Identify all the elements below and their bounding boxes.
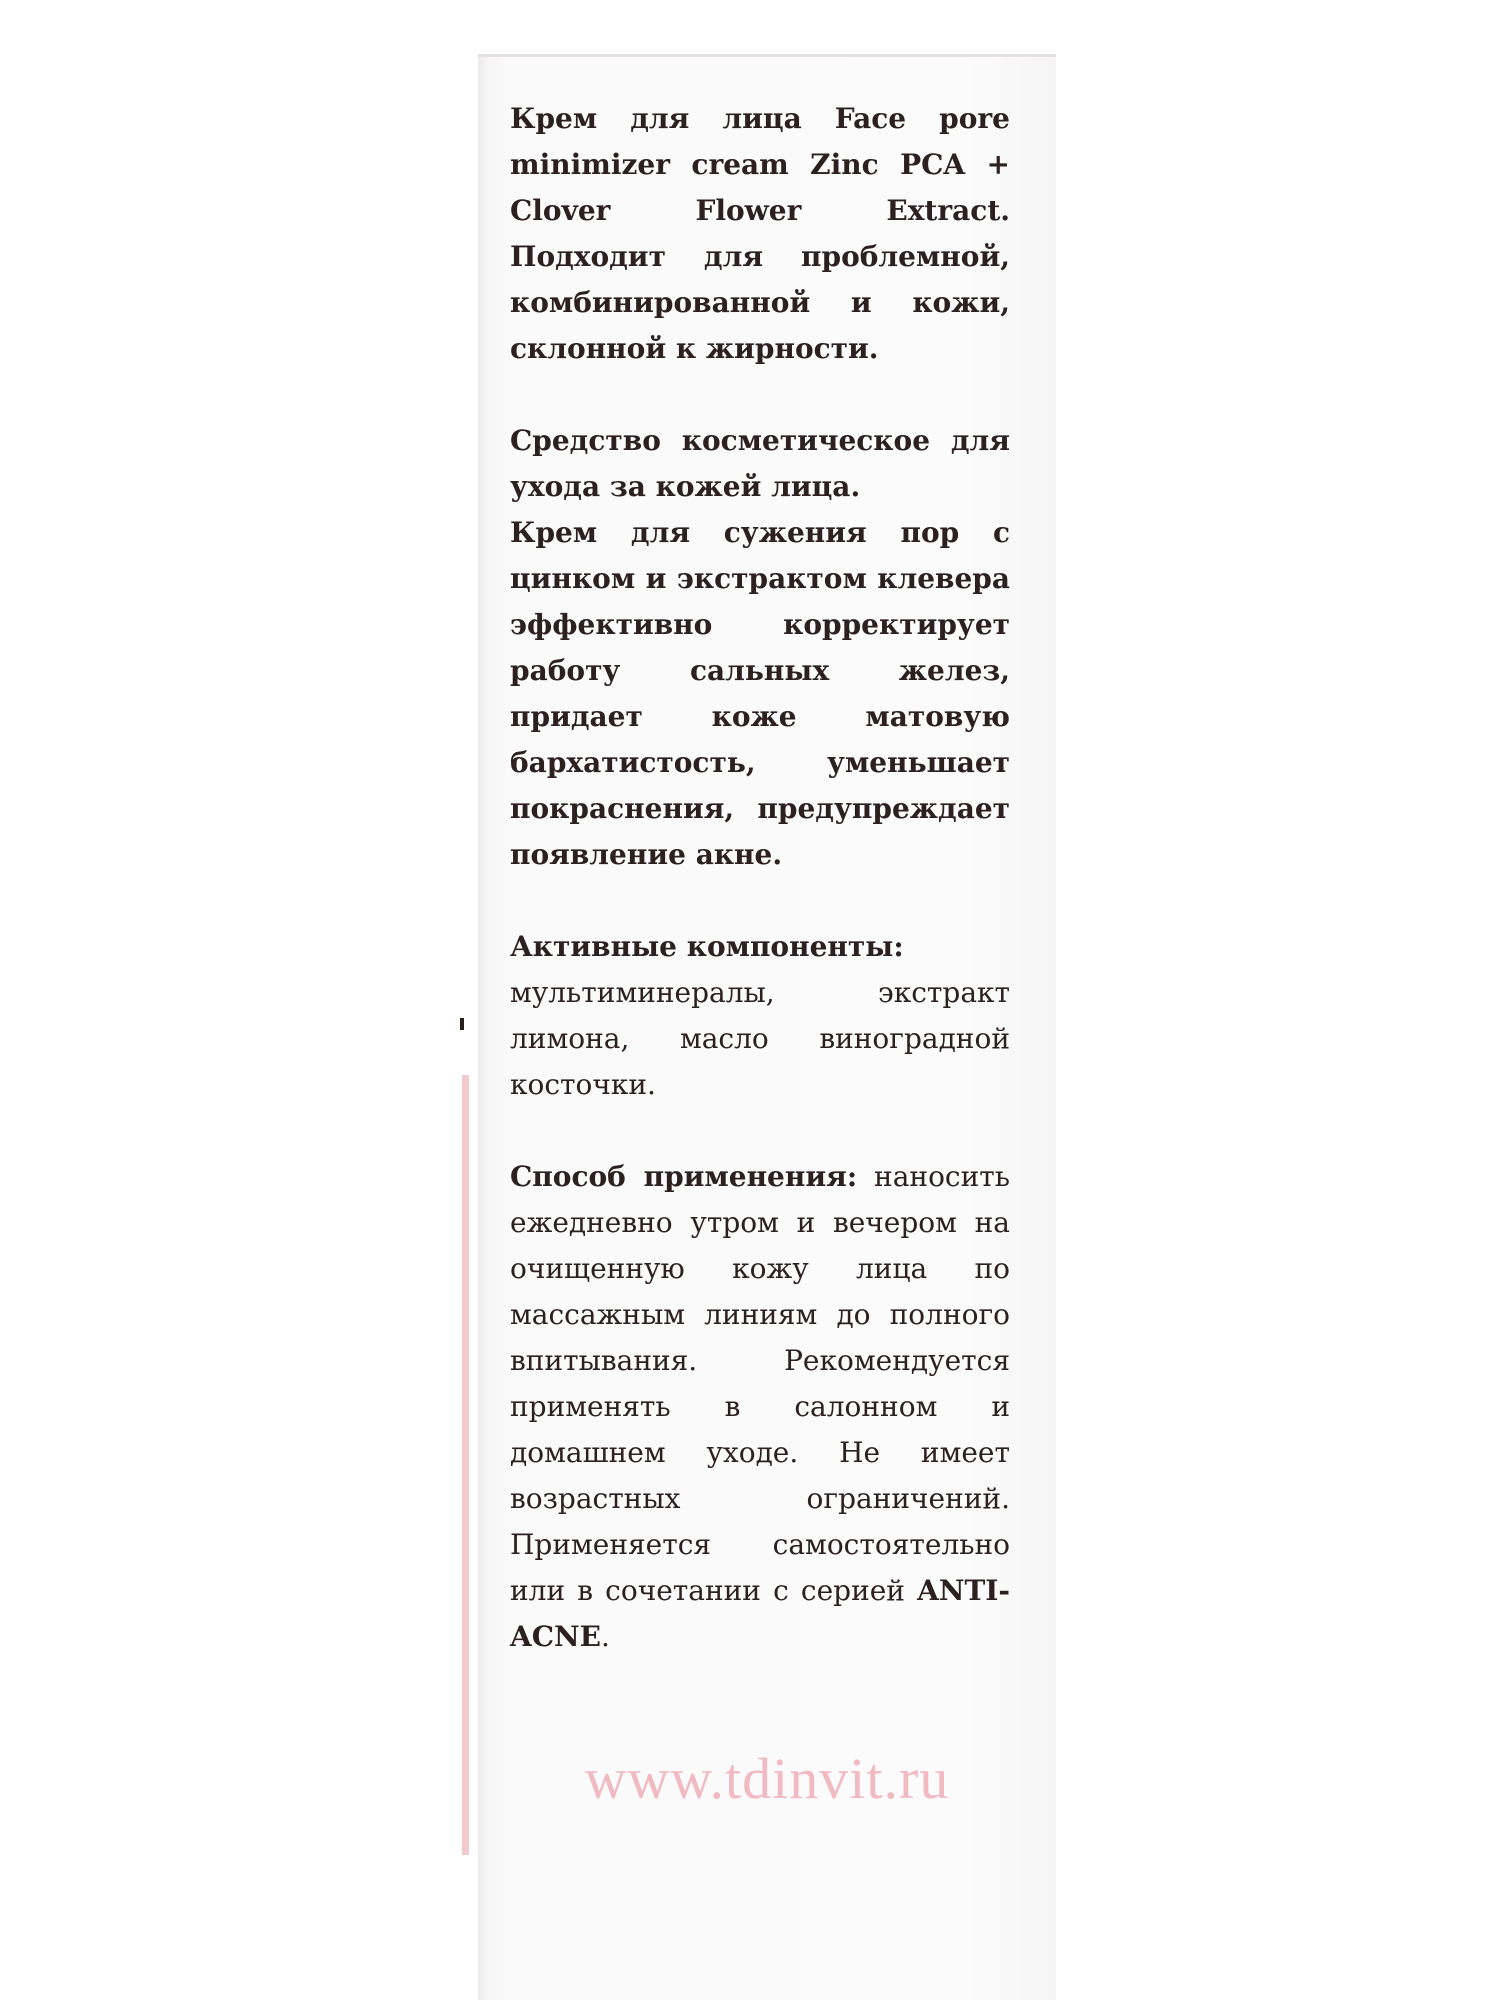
usage-section: [510, 1154, 1010, 1660]
product-description: Крем для лица Face pore minimizer cream Zinc PCA + Clover Flower Extract. Подходит для проблемной, комбинированной и кожи, склонной к жирности.: [510, 102, 1010, 365]
usage-label: Способ применения:: [510, 1160, 858, 1193]
usage-end: .: [600, 1620, 610, 1653]
usage-series: ANTI-ACNE: [510, 1574, 1010, 1653]
effect-text: Крем для сужения пор с цинком и экстрактом клевера эффективно корректирует работу сальных желез, придает коже матовую бархатистость, уменьшает покраснения, предупреждает появление акне.: [510, 516, 1010, 871]
active-components-value: мультиминералы, экстракт лимона, масло виноградной косточки.: [510, 976, 1010, 1101]
active-components: [510, 924, 1010, 1108]
usage-value: наносить ежедневно утром и вечером на очищенную кожу лица по массажным линиям до полного впитывания. Рекомендуется применять в салонном и домашнем уходе. Не имеет возрастных ограничений. Применяется самостоятельно или в сочетании с серией: [510, 1160, 1010, 1607]
category-line: Средство косметическое для ухода за кожей лица.: [510, 424, 1010, 503]
carton-text-block: [510, 96, 1010, 1706]
website-url: www.tdinvit.ru: [584, 1746, 950, 1811]
carton-top-edge: [478, 54, 1056, 57]
pink-accent-strip: [462, 1075, 469, 1855]
active-components-label: Активные компоненты:: [510, 930, 904, 963]
carton-edge-mark: [460, 1018, 464, 1030]
